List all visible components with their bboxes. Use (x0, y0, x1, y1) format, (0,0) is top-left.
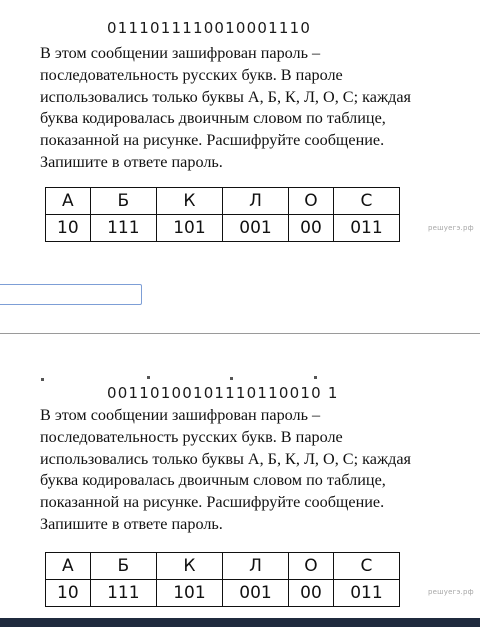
code-cell: 101 (156, 215, 222, 242)
code-cell: 011 (333, 580, 399, 607)
answer-input[interactable] (0, 284, 142, 305)
code-cell: 00 (289, 580, 334, 607)
letter-cell: С (333, 553, 399, 580)
letter-cell: Б (90, 553, 156, 580)
divider (0, 333, 480, 334)
code-cell: 101 (156, 580, 222, 607)
task-text-line: использовались только буквы А, Б, К, Л, О, С; каждая (40, 449, 411, 468)
letter-cell: Б (90, 188, 156, 215)
encoded-message: 00110100101110110010 1 (107, 384, 339, 402)
code-cell: 011 (333, 215, 399, 242)
letter-cell: Л (222, 553, 288, 580)
task-text-line: показанной на рисунке. Расшифруйте сообщение. (40, 493, 385, 512)
codes-row (46, 580, 400, 607)
task-text-line: Запишите в ответе пароль. (40, 514, 223, 533)
cipher-table (45, 187, 400, 242)
code-cell: 111 (90, 580, 156, 607)
code-cell: 00 (289, 215, 334, 242)
letter-cell: А (46, 553, 91, 580)
encoded-message: 0111011110010001110 (107, 19, 312, 37)
letter-cell: С (333, 188, 399, 215)
letter-cell: Л (222, 188, 288, 215)
letters-row (46, 188, 400, 215)
task-text-line: последовательность русских букв. В пароле (40, 65, 343, 84)
task-text (40, 43, 472, 174)
letter-cell: А (46, 188, 91, 215)
codes-row (46, 215, 400, 242)
task-text-line: использовались только буквы А, Б, К, Л, О, С; каждая (40, 87, 411, 106)
task-text-line: последовательность русских букв. В пароле (40, 427, 343, 446)
cipher-table (45, 552, 400, 607)
task-text-line: буква кодировалась двоичным словом по таблице, (40, 471, 386, 490)
watermark: решуегэ.рф (428, 588, 474, 596)
task-text-line: показанной на рисунке. Расшифруйте сообщение. (40, 131, 385, 150)
code-cell: 10 (46, 580, 91, 607)
code-cell: 10 (46, 215, 91, 242)
letter-cell: К (156, 188, 222, 215)
task-text-line: В этом сообщении зашифрован пароль – (40, 406, 321, 424)
task-text-line: Запишите в ответе пароль. (40, 152, 223, 171)
task-text-line: буква кодировалась двоичным словом по таблице, (40, 109, 386, 128)
letter-cell: О (289, 553, 334, 580)
watermark: решуегэ.рф (428, 224, 474, 232)
letter-cell: О (289, 188, 334, 215)
task-text-line: В этом сообщении зашифрован пароль – (40, 44, 321, 62)
code-cell: 111 (90, 215, 156, 242)
crop-marks (0, 376, 480, 384)
bottom-bar (0, 618, 480, 627)
task-text (40, 405, 472, 536)
code-cell: 001 (222, 580, 288, 607)
code-cell: 001 (222, 215, 288, 242)
letter-cell: К (156, 553, 222, 580)
letters-row (46, 553, 400, 580)
